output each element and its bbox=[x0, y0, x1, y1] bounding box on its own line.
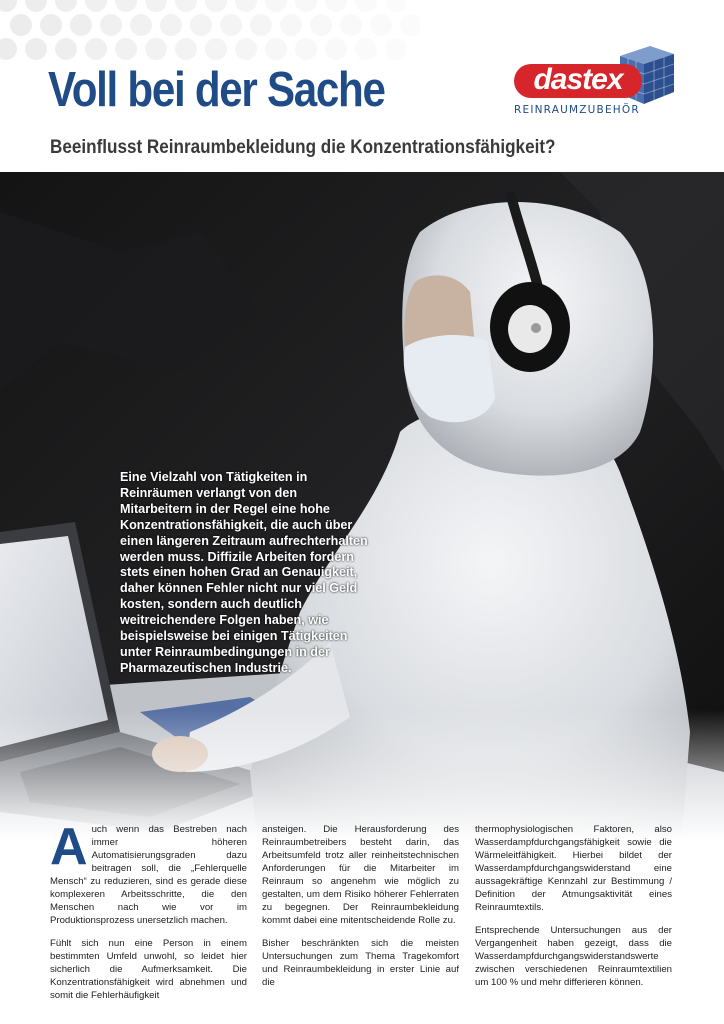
decorative-dot bbox=[145, 0, 167, 12]
decorative-dot bbox=[115, 38, 137, 60]
decorative-dot bbox=[175, 0, 197, 12]
decorative-dot bbox=[370, 14, 392, 36]
decorative-dot bbox=[130, 14, 152, 36]
decorative-dot bbox=[355, 38, 377, 60]
decorative-dot bbox=[205, 0, 227, 12]
paragraph bbox=[50, 818, 247, 927]
decorative-dot bbox=[85, 0, 107, 12]
decorative-dot bbox=[10, 14, 32, 36]
decorative-dot bbox=[220, 14, 242, 36]
decorative-dot bbox=[250, 14, 272, 36]
decorative-dot bbox=[25, 38, 47, 60]
text-column-2 bbox=[262, 823, 459, 999]
text-column-1 bbox=[50, 818, 247, 1012]
decorative-dot bbox=[205, 38, 227, 60]
paragraph: Bisher beschränkten sich die meisten Untersuchungen zum Thema Tragekomfort und Reinraumbekleidung in erster Linie auf die bbox=[262, 938, 459, 988]
decorative-dot-pattern bbox=[0, 0, 420, 70]
drop-cap: A bbox=[50, 818, 88, 876]
paragraph: ansteigen. Die Herausforderung des Reinraumbetreibers besteht darin, das Arbeitsumfeld trotz aller reinheitstechnischen Anforderungen für die Mitarbeiter im Reinraum so angenehm wie möglich zu gestalten, um dem Risiko höherer Fehlerraten zu begegnen. Der Reinraumbekleidung kommt dabei eine mitentscheidende Rolle zu. bbox=[262, 824, 459, 926]
decorative-dot bbox=[175, 38, 197, 60]
decorative-dot bbox=[70, 14, 92, 36]
decorative-dot bbox=[295, 38, 317, 60]
decorative-dot bbox=[385, 38, 407, 60]
decorative-dot bbox=[265, 38, 287, 60]
decorative-dot bbox=[265, 0, 287, 12]
decorative-dot bbox=[40, 14, 62, 36]
decorative-dot bbox=[0, 0, 17, 12]
decorative-dot bbox=[295, 0, 317, 12]
decorative-dot bbox=[280, 14, 302, 36]
decorative-dot bbox=[235, 0, 257, 12]
page-subtitle: Beeinflusst Reinraumbekleidung die Konzentrationsfähigkeit? bbox=[50, 137, 556, 158]
decorative-dot bbox=[340, 14, 362, 36]
logo-tagline: REINRAUMZUBEHÖR bbox=[514, 104, 640, 116]
decorative-dot bbox=[310, 14, 332, 36]
decorative-dot bbox=[0, 38, 17, 60]
decorative-dot bbox=[115, 0, 137, 12]
decorative-dot bbox=[325, 38, 347, 60]
decorative-dot bbox=[325, 0, 347, 12]
paragraph: thermophysiologischen Faktoren, also Wasserdampfdurchgangsfähigkeit sowie die Wärmeleitfähigkeit. Hierbei bildet der Wasserdampfdurchgangswiderstand eine aussagekräftige Kennzahl zur Bestimmung / Definition der Atmungsaktivität eines Reinraumtextils. bbox=[475, 824, 672, 913]
decorative-dot bbox=[385, 0, 407, 12]
paragraph: Entsprechende Untersuchungen aus der Vergangenheit haben gezeigt, dass die Wasserdampfdurchgangswiderstandswerte zwischen verschiedenen Reinraumtextilien um 100 % und mehr differieren können. bbox=[475, 925, 672, 988]
text-column-3 bbox=[475, 823, 672, 999]
decorative-dot bbox=[85, 38, 107, 60]
decorative-dot bbox=[55, 0, 77, 12]
decorative-dot bbox=[190, 14, 212, 36]
decorative-dot bbox=[160, 14, 182, 36]
paragraph: Fühlt sich nun eine Person in einem bestimmten Umfeld unwohl, so leidet hier sicherlich die Aufmerksamkeit. Die Konzentrationsfähigkeit wird abnehmen und somit die Fehlerhäufigkeit bbox=[50, 938, 247, 1001]
decorative-dot bbox=[235, 38, 257, 60]
page-title: Voll bei der Sache bbox=[48, 63, 385, 117]
decorative-dot bbox=[355, 0, 377, 12]
decorative-dot bbox=[100, 14, 122, 36]
logo-wordmark: dastex bbox=[514, 64, 642, 98]
intro-paragraph: Eine Vielzahl von Tätigkeiten in Reinräumen verlangt von den Mitarbeitern in der Regel eine hohe Konzentrationsfähigkeit, die auch über einen längeren Zeitraum aufrechterhalten werden muss. Diffizile Arbeiten fordern stets einen hohen Grad an Genauigkeit, daher können Fehler nicht nur viel Geld kosten, sondern auch deutlich weitreichendere Folgen haben, wie beispielsweise bei einigen Tätigkeiten unter Reinraumbedingungen in der Pharmazeutischen Industrie. bbox=[120, 470, 368, 675]
dastex-logo bbox=[510, 46, 680, 122]
decorative-dot bbox=[25, 0, 47, 12]
decorative-dot bbox=[55, 38, 77, 60]
decorative-dot bbox=[145, 38, 167, 60]
paragraph-text: uch wenn das Bestreben nach immer höheren Automatisierungsgraden dazu beitragen soll, die „Fehlerquelle Mensch“ zu reduzieren, sind es gerade diese komplexeren Arbeitsschritte, die den Menschen nach wie vor im Produktionsprozess unersetzlich machen. bbox=[50, 824, 247, 926]
decorative-dot bbox=[400, 14, 420, 36]
